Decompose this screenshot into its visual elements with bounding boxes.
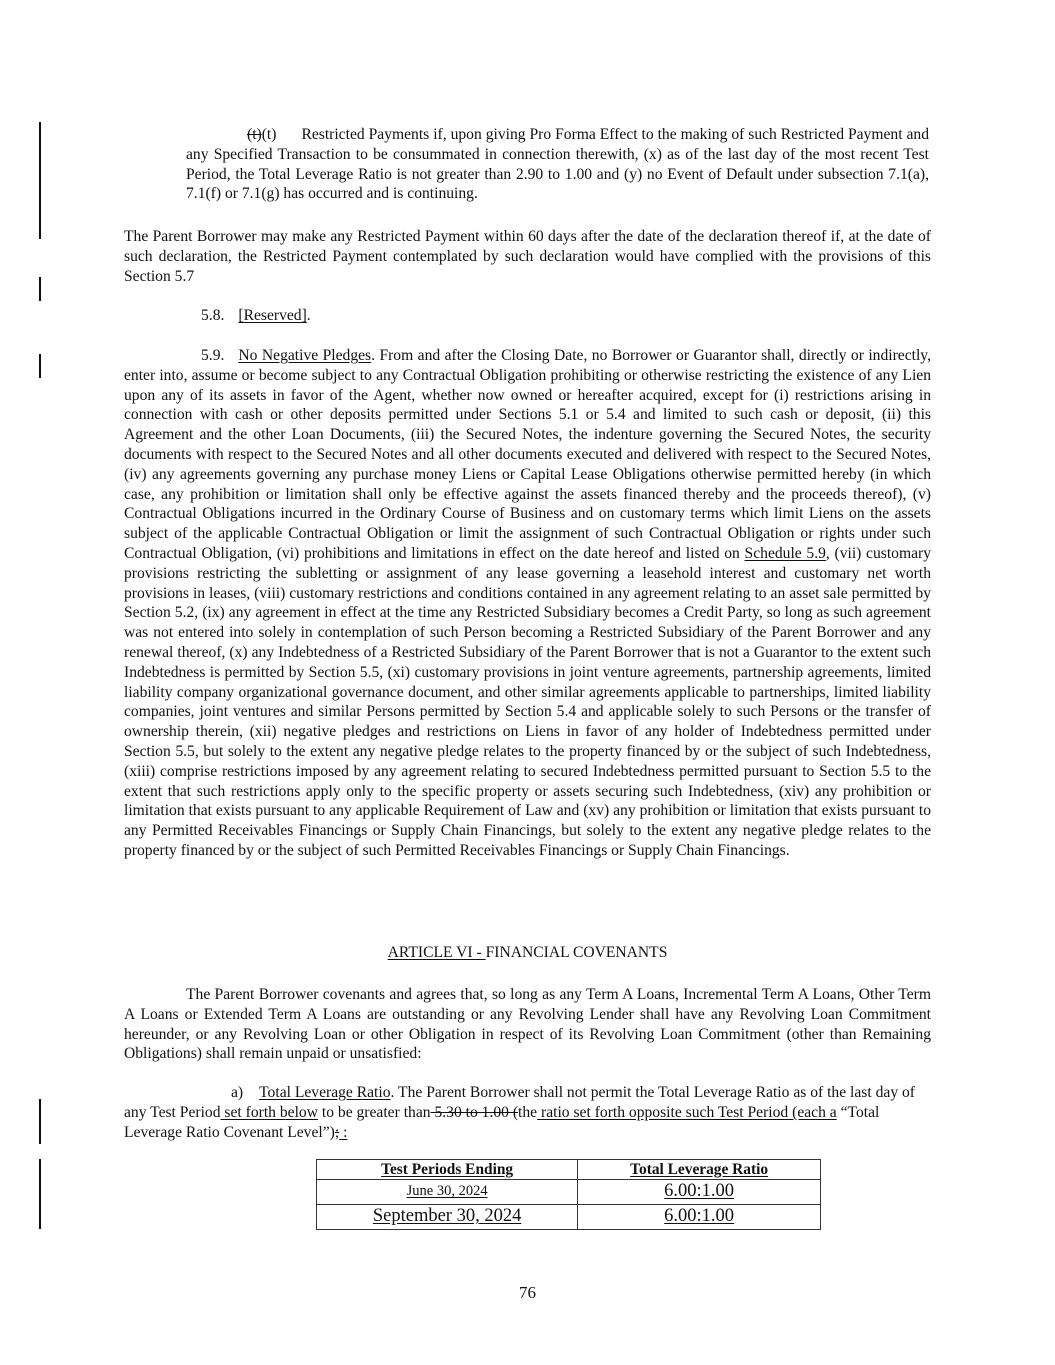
- article-title: FINANCIAL COVENANTS: [485, 944, 668, 961]
- header-test-periods: Test Periods Ending: [381, 1160, 514, 1178]
- period-value: June 30, 2024: [406, 1183, 488, 1200]
- page-number: 76: [519, 1283, 536, 1302]
- schedule-reference: Schedule 5.9: [744, 544, 826, 562]
- inserted-text: ratio set forth opposite such Test Period (each a: [537, 1103, 837, 1121]
- covenant-intro-paragraph: The Parent Borrower covenants and agrees that, so long as any Term A Loans, Incremental Term A Loans, Other Term A Loans or Extended Term A Loans are outstanding or any Revolving Lender shall have any Revolving Loan Commitment hereunder, or any Revolving Loan or other Obligation in respect of its Revolving Loan Commitment (other than Remaining Obligations) shall remain unpaid or unsatisfied:: [124, 986, 931, 1063]
- change-bar: [39, 122, 41, 239]
- table-row: [317, 1180, 821, 1205]
- ratio-value: 6.00:1.00: [664, 1181, 735, 1202]
- table-cell: [578, 1180, 821, 1205]
- header-total-leverage: Total Leverage Ratio: [630, 1160, 769, 1178]
- table-cell: [317, 1180, 578, 1205]
- table-header-cell: [317, 1160, 578, 1180]
- table-header-row: [317, 1160, 821, 1180]
- section-title: [Reserved]: [238, 307, 307, 324]
- section-number: 5.9.: [201, 347, 225, 364]
- leverage-ratio-table: [316, 1159, 821, 1230]
- change-bar: [39, 1159, 41, 1229]
- clause-marker: a): [231, 1084, 244, 1101]
- inserted-text: :: [339, 1123, 348, 1141]
- section-5-8: [201, 306, 801, 326]
- clause-title: Total Leverage Ratio: [259, 1084, 391, 1101]
- clause-t-paragraph: [186, 125, 929, 204]
- table-cell: [578, 1205, 821, 1230]
- table-header-cell: [578, 1160, 821, 1180]
- table-cell: [317, 1205, 578, 1230]
- deleted-clause-marker: (t): [247, 126, 262, 143]
- article-label: ARTICLE VI -: [387, 944, 486, 961]
- clause-t-text: Restricted Payments if, upon giving Pro Forma Effect to the making of such Restricted Payment and any Specified Transaction to be consummated in connection therewith, (x) as of the last day of the most recent Test Period, the Total Leverage Ratio is not greater than 2.90 to 1.00 and (y) no Event of Default under subsection 7.1(a), 7.1(f) or 7.1(g) has occurred and is continuing.: [186, 126, 929, 203]
- change-bar: [39, 354, 41, 378]
- section-title: No Negative Pledges: [238, 347, 372, 364]
- table-row: [317, 1205, 821, 1230]
- section-number: 5.8.: [201, 307, 225, 324]
- clause-text: “Total Leverage Ratio Covenant Level”): [124, 1103, 880, 1141]
- clause-text: to be greater than: [317, 1103, 431, 1121]
- clause-marker: (t): [261, 126, 277, 143]
- ratio-value: 6.00:1.00: [664, 1206, 735, 1227]
- clause-text: . The Parent Borrower shall not permit the Total Leverage Ratio as of the last day of any Test Period: [124, 1084, 915, 1121]
- clause-text: the: [518, 1103, 538, 1121]
- deleted-text: 5.30 to 1.00 (: [430, 1103, 519, 1121]
- section-punct: .: [306, 307, 311, 324]
- inserted-text: set forth below: [220, 1103, 318, 1121]
- deleted-text: ;: [334, 1123, 340, 1141]
- total-leverage-paragraph: [124, 1083, 931, 1142]
- change-bar: [39, 277, 41, 301]
- period-value: September 30, 2024: [372, 1206, 522, 1227]
- restricted-payment-paragraph: The Parent Borrower may make any Restricted Payment within 60 days after the date of the declaration thereof if, at the date of such declaration, the Restricted Payment contemplated by such declaration would have complied with the provisions of this Section 5.7: [124, 228, 931, 285]
- section-5-9-text-a: . From and after the Closing Date, no Borrower or Guarantor shall, directly or indirectly, enter into, assume or become subject to any Contractual Obligation prohibiting or otherwise restricting the existence of any Lien upon any of its assets in favor of the Agent, whether now owned or hereafter acquired, except for (i) restrictions arising in connection with cash or other deposits permitted under Sections 5.1 or 5.4 and limited to such cash or deposit, (ii) this Agreement and the other Loan Documents, (iii) the Secured Notes, the indenture governing the Secured Notes, the security documents with respect to the Secured Notes and all other documents executed and delivered with respect to the Secured Notes, (iv) any agreements governing any purchase money Liens or Capital Lease Obligations otherwise permitted hereby (in which case, any prohibition or limitation shall only be effective against the assets financed thereby and the proceeds thereof), (v) Contractual Obligations incurred in the Ordinary Course of Business and on customary terms which limit Liens on the assets subject of the applicable Contractual Obligation or limit the assignment of such Contractual Obligation or rights under such Contractual Obligation, (vi) prohibitions and limitations in effect on the date hereof and listed on: [124, 347, 931, 562]
- article-heading: [0, 943, 1055, 963]
- change-bar: [39, 1099, 41, 1144]
- section-5-9: [124, 346, 931, 861]
- section-5-9-text-b: , (vii) customary provisions restricting the subletting or assignment of any lease governing a leasehold interest and customary net worth provisions in leases, (viii) customary restrictions and conditions contained in any agreement relating to an asset sale permitted by Section 5.2, (ix) any agreement in effect at the time any Restricted Subsidiary becomes a Credit Party, so long as such agreement was not entered into solely in contemplation of such Person becoming a Restricted Subsidiary of the Parent Borrower and any renewal thereof, (x) any Indebtedness of a Restricted Subsidiary of the Parent Borrower that is not a Guarantor to the extent such Indebtedness is permitted by Section 5.5, (xi) customary provisions in joint venture agreements, partnership agreements, limited liability company organizational governance document, and other similar agreements applicable to partnerships, limited liability companies, joint ventures and similar Persons permitted by Section 5.4 and applicable solely to such Persons or the transfer of ownership therein, (xii) negative pledges and restrictions on Liens in favor of any holder of Indebtedness permitted under Section 5.5, but solely to the extent any negative pledge relates to the property financed by or the subject of such Indebtedness, (xiii) comprise restrictions imposed by any agreement relating to secured Indebtedness permitted pursuant to Section 5.5 to the extent that such restrictions apply only to the specific property or assets securing such Indebtedness, (xiv) any prohibition or limitation that exists pursuant to any applicable Requirement of Law and (xv) any prohibition or limitation that exists pursuant to any Permitted Receivables Financings or Supply Chain Financings, but solely to the extent any negative pledge relates to the property financed by or the subject of such Permitted Receivables Financings or Supply Chain Financings.: [124, 544, 931, 859]
